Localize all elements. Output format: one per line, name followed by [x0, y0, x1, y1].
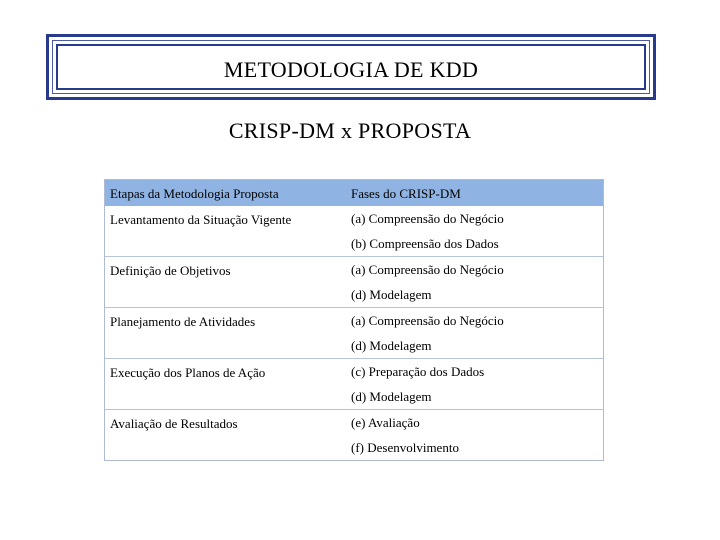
phase-item: (e) Avaliação	[351, 415, 420, 430]
table-header	[105, 180, 603, 206]
phase-item: (d) Modelagem	[351, 338, 432, 353]
phase-item: (c) Preparação dos Dados	[351, 364, 485, 379]
phase-item: (f) Desenvolvimento	[351, 440, 459, 455]
phases-cell	[351, 359, 603, 409]
table-row	[105, 307, 603, 358]
phase-item: (b) Compreensão dos Dados	[351, 236, 499, 251]
table-row	[105, 256, 603, 307]
phase-item: (d) Modelagem	[351, 287, 432, 302]
phase-item: (a) Compreensão do Negócio	[351, 262, 504, 277]
stage-cell: Avaliação de Resultados	[110, 416, 238, 431]
phase-item: (d) Modelagem	[351, 389, 432, 404]
phases-cell	[351, 410, 603, 460]
table-row	[105, 358, 603, 409]
stage-cell: Planejamento de Atividades	[110, 314, 256, 329]
header-phases: Fases do CRISP-DM	[351, 186, 461, 201]
stage-cell: Levantamento da Situação Vigente	[110, 212, 292, 227]
header-stages: Etapas da Metodologia Proposta	[110, 186, 279, 201]
phase-item: (a) Compreensão do Negócio	[351, 211, 504, 226]
phases-cell	[351, 206, 603, 256]
table-row	[105, 206, 603, 256]
phases-cell	[351, 308, 603, 358]
comparison-table	[104, 179, 604, 461]
phase-item: (a) Compreensão do Negócio	[351, 313, 504, 328]
phases-cell	[351, 257, 603, 307]
slide-subtitle: CRISP-DM x PROPOSTA	[228, 118, 472, 143]
stage-cell: Execução dos Planos de Ação	[110, 365, 266, 380]
slide-title: METODOLOGIA DE KDD	[223, 57, 479, 82]
table-row	[105, 409, 603, 460]
title-frame	[46, 34, 656, 100]
stage-cell: Definição de Objetivos	[110, 263, 231, 278]
